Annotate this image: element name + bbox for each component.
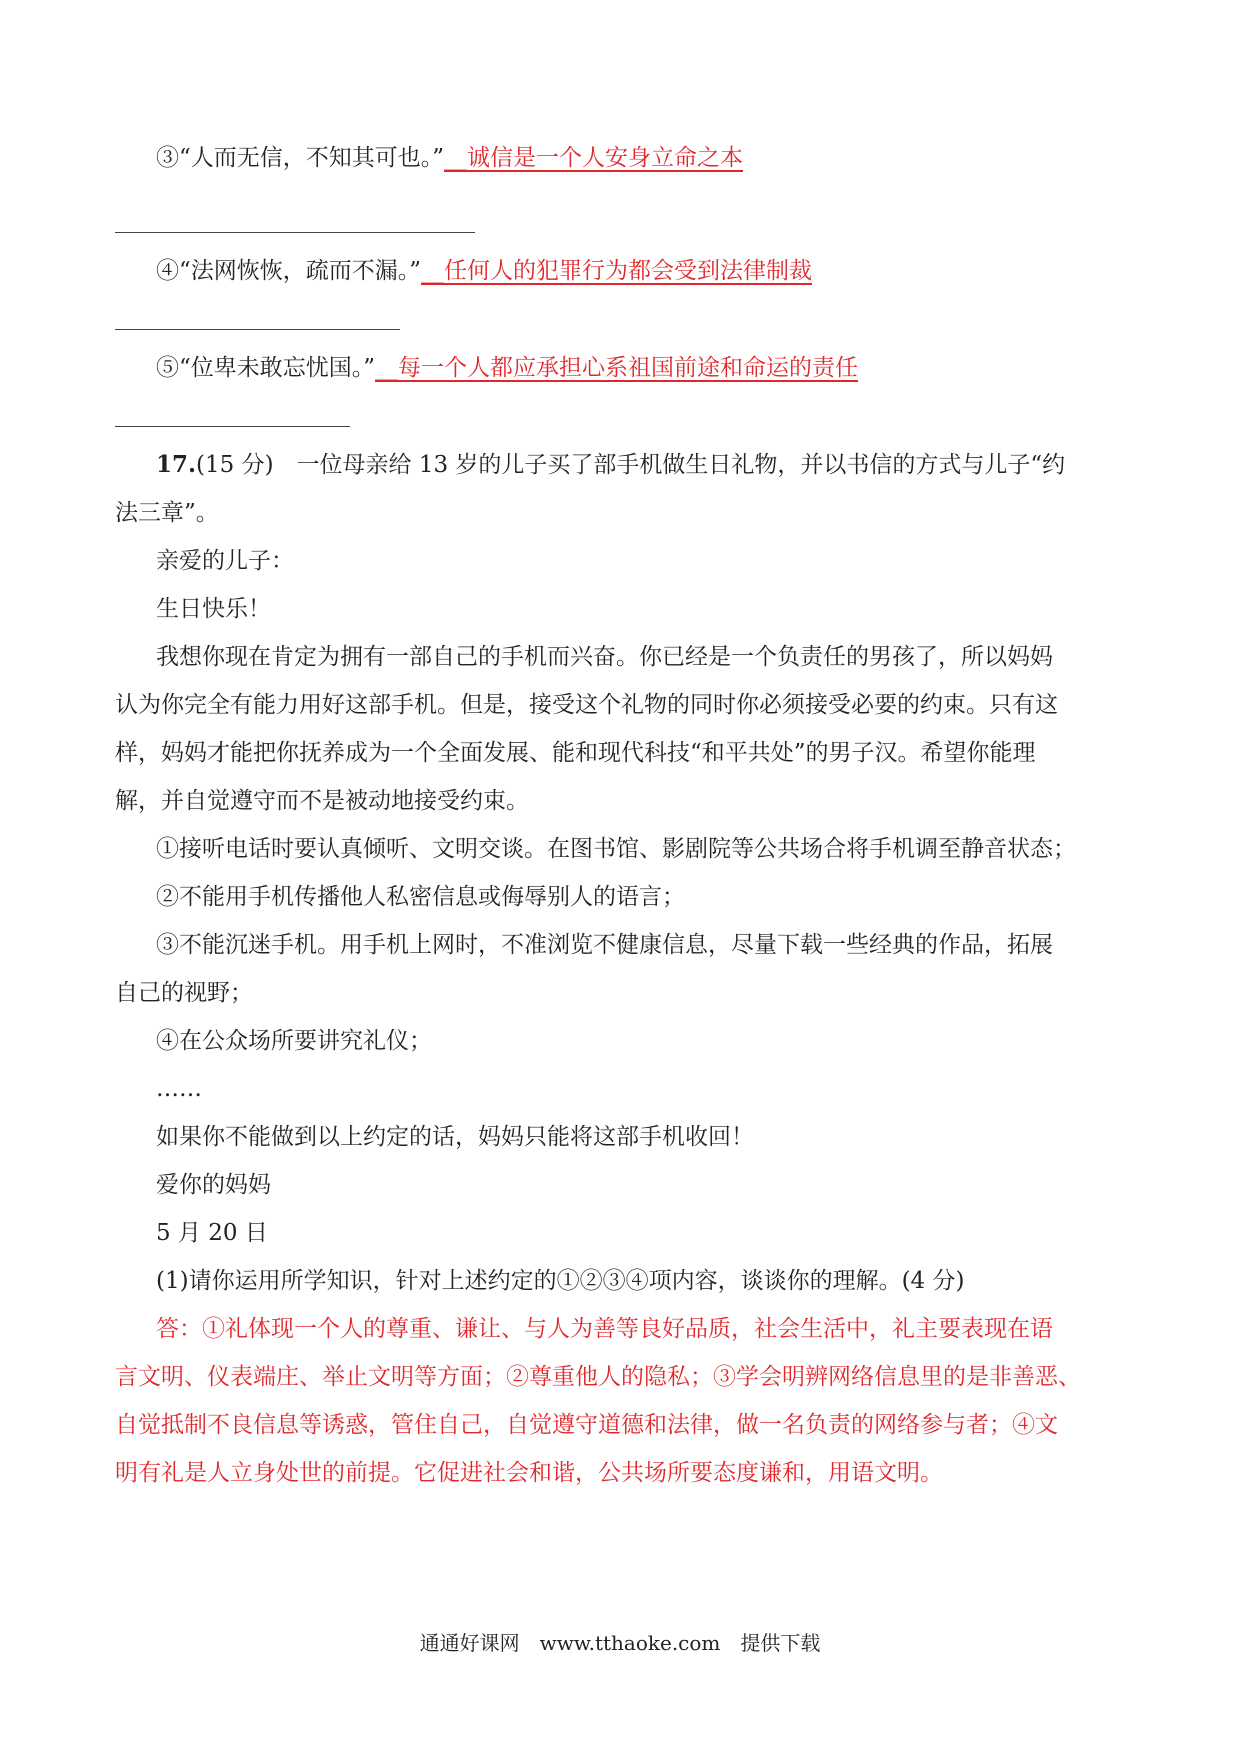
letter-body-line: 我想你现在肯定为拥有一部自己的手机而兴奋。你已经是一个负责任的男孩了，所以妈妈 [156,644,1053,670]
answer-blank: __ [375,355,399,381]
proverb-number: ⑤ [156,355,179,381]
proverb-number: ③ [156,145,179,171]
proverb-answer: 诚信是一个人安身立命之本 [467,145,744,171]
proverb-4 [156,256,812,286]
question-intro-continued: 法三章”。 [115,500,219,526]
proverb-answer: 任何人的犯罪行为都会受到法律制裁 [444,258,813,284]
letter-greeting: 生日快乐！ [156,596,271,622]
proverb-3 [156,143,743,173]
letter-warning: 如果你不能做到以上约定的话，妈妈只能将这部手机收回！ [156,1124,754,1150]
letter-date: 5 月 20 日 [156,1220,268,1246]
proverb-quote: “人而无信，不知其可也。” [179,145,445,171]
proverb-quote: “位卑未敢忘忧国。” [179,355,376,381]
sub-question-1: (1)请你运用所学知识，针对上述约定的①②③④项内容，谈谈你的理解。(4 分) [156,1268,965,1294]
letter-rule-1: ①接听电话时要认真倾听、文明交谈。在图书馆、影剧院等公共场合将手机调至静音状态； [156,836,1076,862]
letter-rule-3: ③不能沉迷手机。用手机上网时，不准浏览不健康信息，尽量下载一些经典的作品，拓展 [156,932,1053,958]
letter-rule-4: ④在公众场所要讲究礼仪； [156,1028,432,1054]
letter-body-line: 解，并自觉遵守而不是被动地接受约束。 [115,788,529,814]
proverb-5 [156,353,858,383]
question-number: 17. [156,451,197,478]
answer-line [115,329,400,330]
answer-blank: __ [421,258,445,284]
answer-blank: __ [444,145,468,171]
letter-rule-2: ②不能用手机传播他人私密信息或侮辱别人的语言； [156,884,685,910]
proverb-number: ④ [156,258,179,284]
answer-line-3: 自觉抵制不良信息等诱惑，管住自己，自觉遵守道德和法律，做一名负责的网络参与者；④文 [115,1412,1058,1438]
answer-line-1: 答：①礼体现一个人的尊重、谦让、与人为善等良好品质，社会生活中，礼主要表现在语 [156,1316,1053,1342]
answer-line [115,232,475,233]
answer-line-4: 明有礼是人立身处世的前提。它促进社会和谐，公共场所要态度谦和，用语文明。 [115,1460,943,1486]
letter-body-line: 样，妈妈才能把你抚养成为一个全面发展、能和现代科技“和平共处”的男子汉。希望你能理 [115,740,1036,766]
question-intro-text: (15 分) 一位母亲给 13 岁的儿子买了部手机做生日礼物，并以书信的方式与儿子“约 [196,452,1066,478]
proverb-answer: 每一个人都应承担心系祖国前途和命运的责任 [398,355,859,381]
answer-line [115,426,350,427]
proverb-quote: “法网恢恢，疏而不漏。” [179,258,422,284]
letter-rule-3-continued: 自己的视野； [115,980,253,1006]
answer-line-2: 言文明、仪表端庄、举止文明等方面；②尊重他人的隐私；③学会明辨网络信息里的是非善恶、 [115,1364,1081,1390]
letter-ellipsis: …… [156,1076,202,1102]
letter-signature: 爱你的妈妈 [156,1172,271,1198]
page-footer: 通通好课网 www.tthaoke.com 提供下载 [419,1631,821,1655]
question-17-intro [156,450,1065,480]
letter-salutation: 亲爱的儿子： [156,548,294,574]
letter-body-line: 认为你完全有能力用好这部手机。但是，接受这个礼物的同时你必须接受必要的约束。只有这 [115,692,1058,718]
